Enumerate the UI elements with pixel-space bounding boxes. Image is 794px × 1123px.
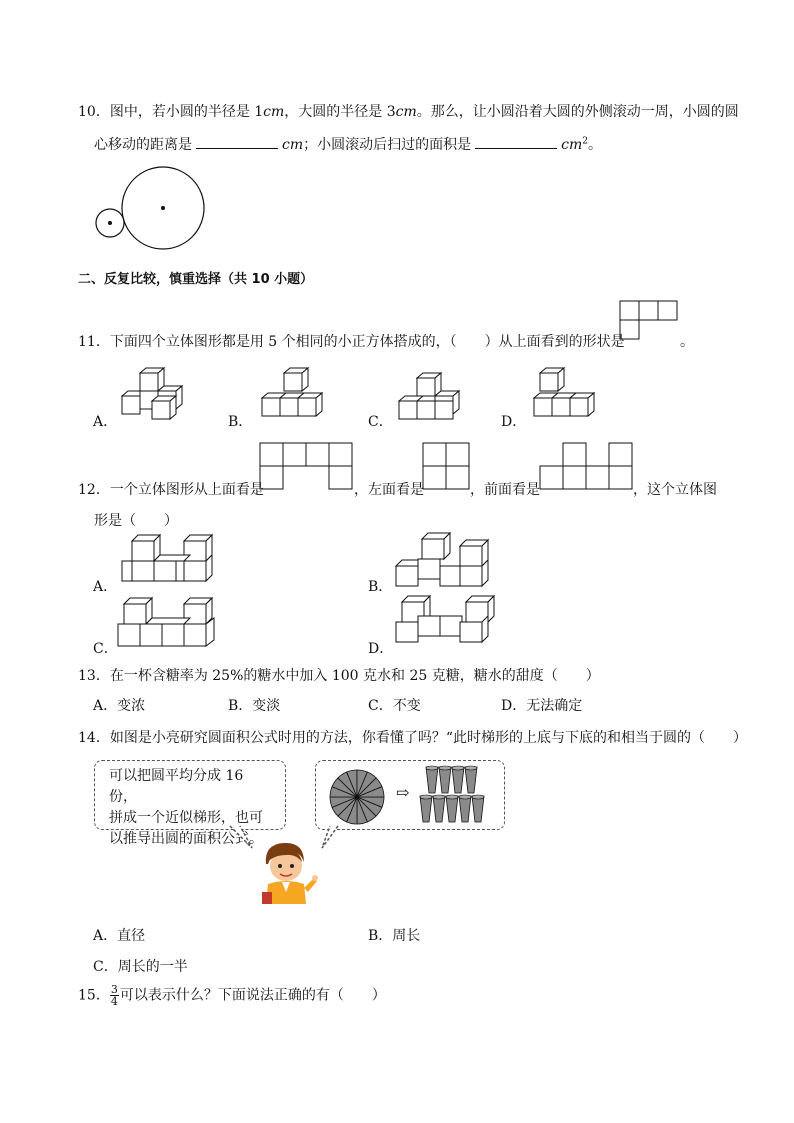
trapezoid-sector-arc xyxy=(465,766,477,770)
q11-question xyxy=(78,331,625,351)
trapezoid-sector-arc xyxy=(472,795,484,799)
trapezoid-sector xyxy=(446,796,458,822)
q14-boy-illustration xyxy=(256,838,318,906)
q10-unit-4: cm xyxy=(561,137,583,153)
q11-top-view-shape xyxy=(620,301,678,341)
q12-option-d[interactable]: D． xyxy=(368,641,394,657)
q14-bubble-tail-2 xyxy=(318,826,348,852)
q14-trapezoid-figure xyxy=(418,765,490,827)
q14-arrow-icon: ⇨ xyxy=(396,783,410,802)
q12-text-1: 12．一个立体图形从上面看是 xyxy=(78,482,264,498)
q10-sup: 2 xyxy=(582,136,588,147)
q12-front-view xyxy=(540,443,632,491)
trapezoid-sector xyxy=(472,796,484,822)
q15-fraction xyxy=(110,984,119,1007)
q10-text-e: ；小圆滚动后扫过的面积是 xyxy=(303,137,472,153)
trapezoid-sector xyxy=(426,767,438,793)
q15-fraction-numerator: 3 xyxy=(110,983,118,996)
q14-speech-bubble-text xyxy=(94,760,286,847)
q12-option-c-figure[interactable] xyxy=(118,594,223,652)
q14-option-b[interactable]: B．周长 xyxy=(368,928,421,944)
q12-text-3: ，前面看是 xyxy=(470,482,540,498)
q12-top-view xyxy=(260,443,352,491)
q14-option-a[interactable]: A．直径 xyxy=(93,928,146,944)
q10-end: 。 xyxy=(587,137,602,153)
trapezoid-sector-arc xyxy=(426,766,438,770)
q15-question xyxy=(78,984,386,1007)
q11-option-b[interactable]: B． xyxy=(228,414,253,430)
q13-option-c[interactable]: C．不变 xyxy=(368,698,421,714)
q14-speech-bubble-figure xyxy=(315,760,505,830)
q12-text-2: ，左面看是 xyxy=(354,482,424,498)
trapezoid-sector xyxy=(465,767,477,793)
q11-option-a-figure[interactable] xyxy=(118,368,193,423)
q11-option-c-figure[interactable] xyxy=(395,373,473,425)
q14-option-c[interactable]: C．周长的一半 xyxy=(93,959,188,975)
q12-option-b-figure[interactable] xyxy=(392,532,497,587)
trapezoid-sector-arc xyxy=(433,795,445,799)
q12-option-b[interactable]: B． xyxy=(368,579,393,595)
q14-bubble-text: 可以把圆平均分成 16 份， 拼成一个近似梯形，也可 以推导出圆的面积公式。 xyxy=(109,768,263,847)
trapezoid-sector xyxy=(433,796,445,822)
q13-option-d[interactable]: D．无法确定 xyxy=(501,698,583,714)
q11-text: 11．下面四个立体图形都是用 5 个相同的小正方体搭成的，（ ）从上面看到的形状是 xyxy=(78,334,625,350)
q11-option-c[interactable]: C． xyxy=(368,414,393,430)
trapezoid-sector-arc xyxy=(459,795,471,799)
q10-text-d: 心移动的距离是 xyxy=(94,137,192,153)
trapezoid-sector xyxy=(439,767,451,793)
trapezoid-sector-arc xyxy=(420,795,432,799)
q12-option-a[interactable]: A． xyxy=(93,579,118,595)
q15-fraction-denominator: 4 xyxy=(110,995,118,1008)
q12-text-5: 形是（ ） xyxy=(94,513,178,529)
q11-option-b-figure[interactable] xyxy=(256,368,331,423)
q13-option-a[interactable]: A．变浓 xyxy=(93,698,146,714)
q10-line1 xyxy=(78,101,739,121)
q10-unit-1: cm xyxy=(263,104,285,120)
q14-circle-sectors-figure xyxy=(328,768,386,826)
q10-unit-2: cm xyxy=(395,104,417,120)
trapezoid-sector xyxy=(459,796,471,822)
trapezoid-sector-arc xyxy=(452,766,464,770)
q10-blank-1[interactable] xyxy=(196,134,278,149)
q10-text-c: 。那么，让小圆沿着大圆的外侧滚动一周，小圆的圆 xyxy=(416,104,739,120)
trapezoid-sector xyxy=(452,767,464,793)
q10-unit-3: cm xyxy=(282,137,304,153)
q11-end: 。 xyxy=(680,334,694,350)
trapezoid-sector xyxy=(420,796,432,822)
q10-circles-figure xyxy=(90,160,220,255)
trapezoid-sector-arc xyxy=(446,795,458,799)
section-2-title: 二、反复比较，慎重选择（共 10 小题） xyxy=(78,272,314,287)
q14-question: 14．如图是小亮研究圆面积公式时用的方法，你看懂了吗？“此时梯形的上底与下底的和相当于圆的（ ） xyxy=(78,730,747,746)
q13-question: 13．在一杯含糖率为 25%的糖水中加入 100 克水和 25 克糖，糖水的甜度（ ） xyxy=(78,668,600,684)
q15-text: 可以表示什么？下面说法正确的有（ ） xyxy=(119,987,386,1004)
q10-text-b: ，大圆的半径是 3 xyxy=(284,104,396,120)
q12-option-d-figure[interactable] xyxy=(392,594,497,652)
q15-number: 15． xyxy=(78,987,110,1004)
q13-option-b[interactable]: B．变淡 xyxy=(228,698,281,714)
trapezoid-sector-arc xyxy=(439,766,451,770)
q10-text-a: 10．图中，若小圆的半径是 1 xyxy=(78,104,264,120)
q12-option-c[interactable]: C． xyxy=(93,641,118,657)
q11-option-d-figure[interactable] xyxy=(530,368,605,423)
q11-option-a[interactable]: A． xyxy=(93,414,118,430)
q12-text-4: ，这个立体图 xyxy=(633,482,717,498)
q10-line2 xyxy=(94,134,602,154)
q12-left-view xyxy=(423,443,471,491)
q12-option-a-figure[interactable] xyxy=(118,532,218,584)
q10-blank-2[interactable] xyxy=(475,134,557,149)
q11-option-d[interactable]: D． xyxy=(501,414,527,430)
